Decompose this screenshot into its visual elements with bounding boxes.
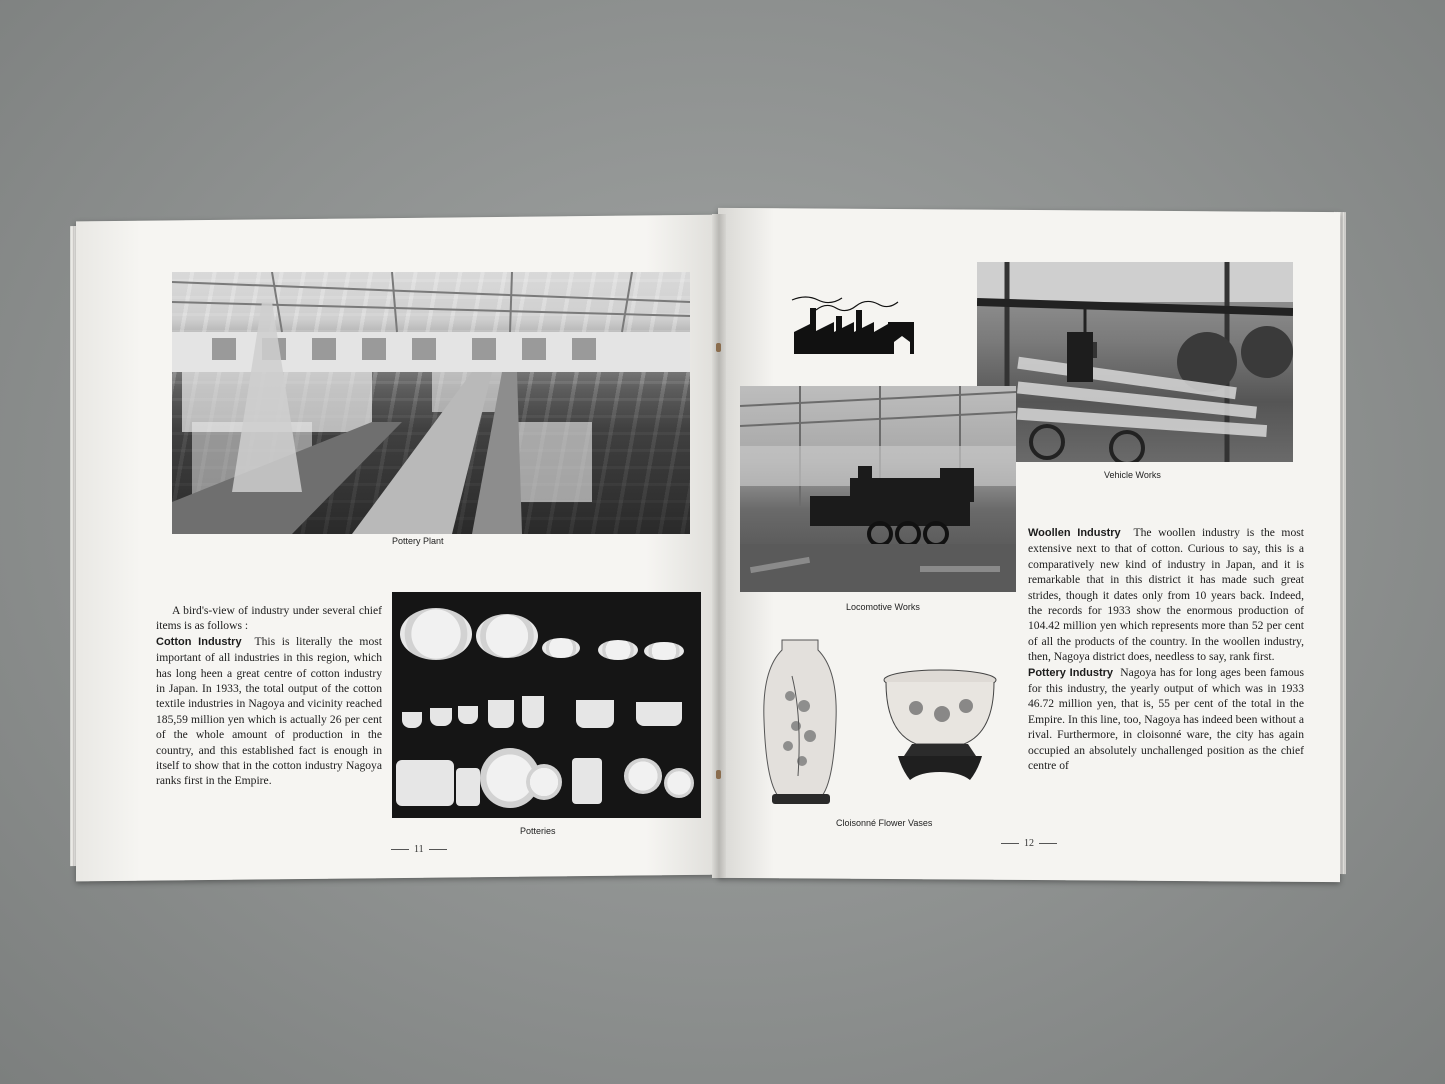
- cotton-paragraph: [156, 634, 382, 789]
- woollen-heading: Woollen Industry: [1028, 527, 1121, 539]
- caption-cloisonne-vases: Cloisonné Flower Vases: [836, 818, 933, 828]
- page-number-left: 11: [386, 844, 452, 855]
- caption-pottery-plant: Pottery Plant: [392, 536, 444, 546]
- pottery-plant-photo: [172, 272, 690, 534]
- cotton-text: This is literally the most important of all industries in this region, which has long heen a great centre of cotton industry in Japan. In 1933, the total output of the cotton textile industries in Nagoya and vicinity reached 185,59 million yen which is actually 26 per cent of the whole amount of production in the country, and this established fact is enough in itself to show that in the cotton industry Nagoya ranks first in the Empire.: [156, 634, 382, 788]
- intro-paragraph: A bird's-view of industry under several chief items is as follows :: [156, 604, 382, 633]
- pottery-text: Nagoya has for long ages been famous for this industry, the yearly output of which was in 1933 46.72 million yen, that is, 55 per cent of the total in the Empire. In this line, too, Nagoya has indeed been without a rival. Furthermore, in cloisonné ware, the city has again occupied an absolutely unchallenged position as the chief centre of: [1028, 665, 1304, 773]
- vehicle-works-photo: [977, 262, 1293, 462]
- woollen-text: The woollen industry is the most extensive next to that of cotton. Curious to say, this is a comparatively new kind of industry in Japan, and it is remarkable that in this district it has made such great strides, though it dates only from 10 years back. Indeed, the records for 1933 show the enormous production of 104.42 million yen which represents more than 52 per cent of all the products of the country. In the woollen industry, then, Nagoya district does, needless to say, rank first.: [1028, 526, 1304, 664]
- cloisonne-vase-tall: [760, 636, 840, 806]
- left-text-column: [156, 603, 382, 789]
- factory-icon: [790, 286, 920, 354]
- right-text-column: [1028, 525, 1304, 774]
- locomotive-works-photo: [740, 386, 1016, 592]
- potteries-photo: [392, 592, 701, 818]
- page-number-right: 12: [996, 838, 1062, 849]
- cotton-heading: Cotton Industry: [156, 635, 242, 648]
- cloisonne-vase-bowl: [880, 668, 1000, 790]
- caption-potteries: Potteries: [520, 826, 556, 836]
- woollen-paragraph: [1028, 525, 1304, 665]
- caption-locomotive-works: Locomotive Works: [846, 602, 920, 612]
- staple-bottom: [716, 770, 721, 779]
- staple-top: [716, 343, 721, 352]
- pottery-paragraph: [1028, 665, 1304, 774]
- caption-vehicle-works: Vehicle Works: [1104, 470, 1161, 480]
- pottery-heading: Pottery Industry: [1028, 666, 1114, 679]
